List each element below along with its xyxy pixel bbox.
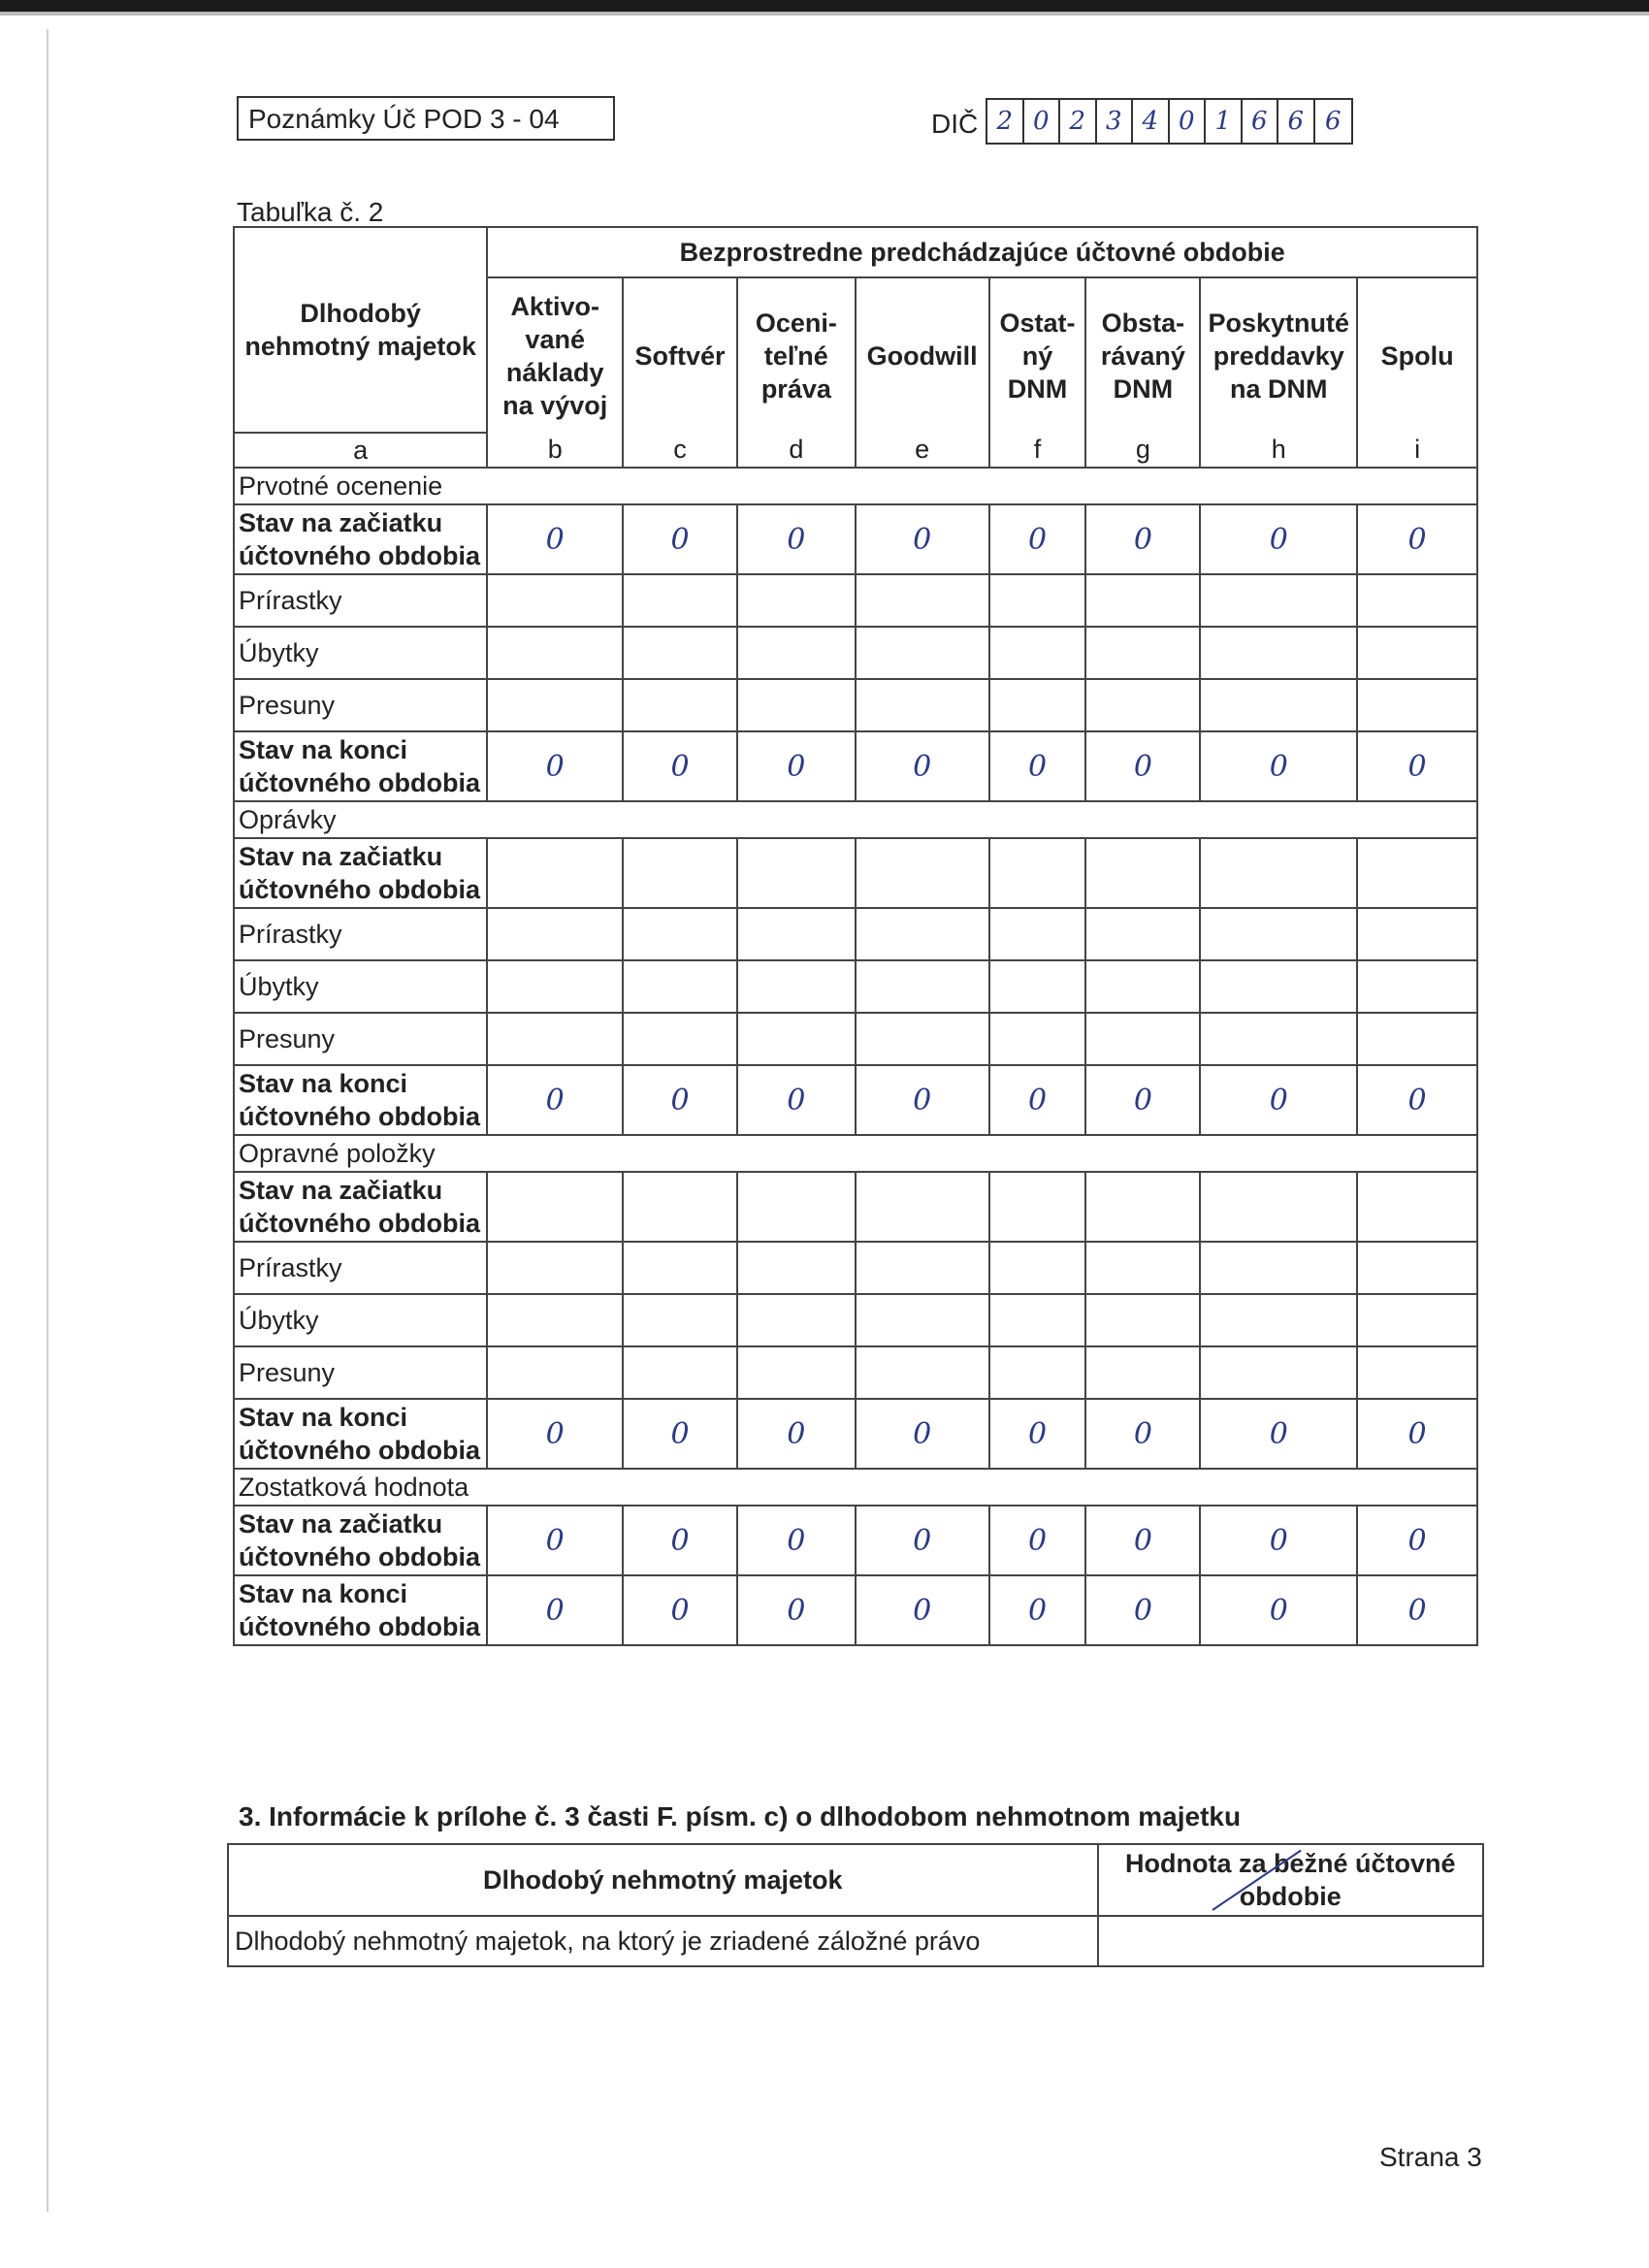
- value-cell: [989, 679, 1086, 731]
- value-cell: [737, 679, 856, 731]
- value-cell: [856, 1242, 989, 1294]
- value-cell: [1357, 1172, 1477, 1242]
- value-cell: [856, 627, 989, 679]
- section-title: Prvotné ocenenie: [234, 468, 1477, 504]
- value-cell: 0: [737, 731, 856, 801]
- value-cell: [989, 1242, 1086, 1294]
- value-cell: 0: [1357, 1506, 1477, 1575]
- value-cell: [1357, 838, 1477, 908]
- row-label: Stav na začiatku účtovného obdobia: [234, 1172, 487, 1242]
- value-cell: 0: [856, 1065, 989, 1135]
- row-label: Presuny: [234, 1346, 487, 1399]
- dic-digit: 4: [1133, 100, 1170, 143]
- column-header: Oceni- teľné práva: [737, 277, 856, 433]
- value-cell: [856, 574, 989, 627]
- row-label: Prírastky: [234, 908, 487, 960]
- value-cell: 0: [856, 504, 989, 574]
- value-cell: [989, 838, 1086, 908]
- value-cell: [487, 679, 623, 731]
- value-cell: [1200, 574, 1357, 627]
- value-cell: 0: [1357, 504, 1477, 574]
- value-cell: [623, 1172, 737, 1242]
- value-cell: [1200, 679, 1357, 731]
- table-row: [234, 908, 1477, 960]
- value-cell: 0: [737, 1399, 856, 1469]
- value-cell: [487, 960, 623, 1013]
- value-cell: 0: [1085, 731, 1200, 801]
- value-cell: 0: [989, 504, 1086, 574]
- value-cell: [623, 908, 737, 960]
- value-cell: [1357, 960, 1477, 1013]
- value-cell: 0: [487, 1065, 623, 1135]
- value-cell: [1085, 574, 1200, 627]
- row-label: Prírastky: [234, 574, 487, 627]
- column-letter: b: [487, 433, 623, 468]
- value-cell: [1085, 627, 1200, 679]
- dic-digit: 2: [987, 100, 1024, 143]
- value-cell: [1085, 960, 1200, 1013]
- dic-digit: 3: [1097, 100, 1134, 143]
- value-cell: [487, 1346, 623, 1399]
- value-cell: [989, 627, 1086, 679]
- pledge-col-right: Hodnota za bežné účtovné obdobie: [1098, 1844, 1483, 1916]
- column-letter: h: [1200, 433, 1357, 468]
- value-cell: [623, 1294, 737, 1346]
- value-cell: [623, 960, 737, 1013]
- value-cell: [856, 679, 989, 731]
- column-header: Softvér: [623, 277, 737, 433]
- value-cell: [487, 1242, 623, 1294]
- value-cell: [623, 838, 737, 908]
- column-header: Poskytnuté preddavky na DNM: [1200, 277, 1357, 433]
- value-cell: 0: [1085, 1065, 1200, 1135]
- value-cell: [623, 627, 737, 679]
- table-row: [234, 1399, 1477, 1469]
- dic-label: DIČ: [931, 109, 979, 139]
- section3-title: 3. Informácie k prílohe č. 3 časti F. písm. c) o dlhodobom nehmotnom majetku: [239, 1801, 1242, 1831]
- value-cell: [1085, 1294, 1200, 1346]
- value-cell: [1200, 1294, 1357, 1346]
- value-cell: 0: [1357, 731, 1477, 801]
- value-cell: [856, 1346, 989, 1399]
- value-cell: [1357, 1346, 1477, 1399]
- section-title: Zostatková hodnota: [234, 1469, 1477, 1506]
- value-cell: [1085, 1346, 1200, 1399]
- value-cell: [623, 679, 737, 731]
- value-cell: 0: [1200, 1399, 1357, 1469]
- value-cell: [1200, 1242, 1357, 1294]
- table-row: [234, 838, 1477, 908]
- value-cell: [737, 627, 856, 679]
- value-cell: [989, 1013, 1086, 1065]
- value-cell: [737, 1013, 856, 1065]
- column-letter: i: [1357, 433, 1477, 468]
- value-cell: [623, 1013, 737, 1065]
- first-col-header: Dlhodobý nehmotný majetok: [234, 227, 487, 433]
- value-cell: [1200, 627, 1357, 679]
- column-letter: f: [989, 433, 1086, 468]
- value-cell: [1200, 1346, 1357, 1399]
- value-cell: [1085, 679, 1200, 731]
- value-cell: [989, 574, 1086, 627]
- value-cell: [623, 1346, 737, 1399]
- value-cell: 0: [989, 1506, 1086, 1575]
- value-cell: [989, 1172, 1086, 1242]
- value-cell: [487, 838, 623, 908]
- table-row: [234, 1346, 1477, 1399]
- value-cell: [856, 1013, 989, 1065]
- dic-digit: 6: [1324, 107, 1342, 136]
- dic-digit: 6: [1243, 100, 1279, 143]
- table-label: Tabuľka č. 2: [237, 197, 384, 227]
- value-cell: 0: [1200, 1506, 1357, 1575]
- value-cell: 0: [623, 1506, 737, 1575]
- value-cell: [737, 574, 856, 627]
- value-cell: [989, 1346, 1086, 1399]
- pledge-table: [227, 1843, 1484, 1967]
- value-cell: [1200, 960, 1357, 1013]
- value-cell: [737, 960, 856, 1013]
- value-cell: [1200, 1013, 1357, 1065]
- scan-edge-left: [47, 29, 48, 2212]
- dic-digit: 1: [1206, 100, 1243, 143]
- table-row: [234, 1575, 1477, 1645]
- dic-digit: 0: [1170, 100, 1207, 143]
- value-cell: [737, 1346, 856, 1399]
- table-row: [234, 504, 1477, 574]
- value-cell: 0: [623, 504, 737, 574]
- row-label: Úbytky: [234, 1294, 487, 1346]
- value-cell: [1357, 1242, 1477, 1294]
- value-cell: 0: [989, 731, 1086, 801]
- value-cell: 0: [856, 1399, 989, 1469]
- row-label: Stav na konci účtovného obdobia: [234, 1575, 487, 1645]
- table-row: [234, 574, 1477, 627]
- value-cell: [1085, 1013, 1200, 1065]
- value-cell: [1357, 908, 1477, 960]
- dic-digit: 6: [1278, 100, 1315, 143]
- row-label: Prírastky: [234, 1242, 487, 1294]
- row-label: Stav na konci účtovného obdobia: [234, 1065, 487, 1135]
- column-letter: a: [234, 433, 487, 468]
- table-row: [234, 1242, 1477, 1294]
- pledge-col-left: Dlhodobý nehmotný majetok: [228, 1844, 1098, 1916]
- value-cell: [1357, 574, 1477, 627]
- row-label: Stav na začiatku účtovného obdobia: [234, 504, 487, 574]
- value-cell: [487, 1013, 623, 1065]
- value-cell: [1200, 1172, 1357, 1242]
- value-cell: [737, 1294, 856, 1346]
- value-cell: 0: [856, 1506, 989, 1575]
- value-cell: 0: [623, 1399, 737, 1469]
- table-row: [234, 731, 1477, 801]
- column-header: Ostat- ný DNM: [989, 277, 1086, 433]
- table-row: [234, 1013, 1477, 1065]
- value-cell: 0: [623, 1575, 737, 1645]
- row-label: Stav na konci účtovného obdobia: [234, 1399, 487, 1469]
- section-title: Oprávky: [234, 801, 1477, 838]
- value-cell: [989, 960, 1086, 1013]
- value-cell: 0: [989, 1575, 1086, 1645]
- column-letter: d: [737, 433, 856, 468]
- value-cell: 0: [1085, 504, 1200, 574]
- table-row: [234, 960, 1477, 1013]
- value-cell: 0: [1357, 1399, 1477, 1469]
- value-cell: [487, 1294, 623, 1346]
- table-row: [234, 1065, 1477, 1135]
- table-row: [234, 679, 1477, 731]
- form-title: Poznámky Úč POD 3 - 04: [237, 96, 615, 141]
- table-row: [234, 1506, 1477, 1575]
- value-cell: [487, 574, 623, 627]
- column-header: Spolu: [1357, 277, 1477, 433]
- table-row: [234, 627, 1477, 679]
- dic-digit: 0: [1024, 100, 1061, 143]
- value-cell: 0: [989, 1065, 1086, 1135]
- value-cell: 0: [989, 1399, 1086, 1469]
- value-cell: 0: [1085, 1506, 1200, 1575]
- column-header: Goodwill: [856, 277, 989, 433]
- value-cell: 0: [737, 1506, 856, 1575]
- row-label: Presuny: [234, 679, 487, 731]
- value-cell: 0: [1085, 1399, 1200, 1469]
- value-cell: [1357, 1013, 1477, 1065]
- value-cell: 0: [1200, 504, 1357, 574]
- value-cell: 0: [737, 1575, 856, 1645]
- value-cell: 0: [487, 731, 623, 801]
- pledge-row-label: Dlhodobý nehmotný majetok, na ktorý je zriadené záložné právo: [228, 1916, 1098, 1966]
- value-cell: [1357, 679, 1477, 731]
- value-cell: [1357, 1294, 1477, 1346]
- value-cell: 0: [1200, 1065, 1357, 1135]
- value-cell: [1085, 1172, 1200, 1242]
- value-cell: [623, 1242, 737, 1294]
- value-cell: [737, 1242, 856, 1294]
- column-letter: e: [856, 433, 989, 468]
- column-header: Aktivo- vané náklady na vývoj: [487, 277, 623, 433]
- value-cell: [1200, 908, 1357, 960]
- value-cell: [1085, 1242, 1200, 1294]
- value-cell: 0: [1200, 731, 1357, 801]
- value-cell: [856, 960, 989, 1013]
- value-cell: [1085, 908, 1200, 960]
- scan-edge-shadow: [0, 12, 1649, 16]
- value-cell: [1357, 627, 1477, 679]
- column-letter: g: [1085, 433, 1200, 468]
- row-label: Stav na začiatku účtovného obdobia: [234, 1506, 487, 1575]
- value-cell: 0: [623, 1065, 737, 1135]
- table-row: [234, 1294, 1477, 1346]
- row-label: Stav na začiatku účtovného obdobia: [234, 838, 487, 908]
- value-cell: 0: [737, 504, 856, 574]
- value-cell: [737, 838, 856, 908]
- value-cell: 0: [1200, 1575, 1357, 1645]
- dic-digit: 2: [1060, 100, 1097, 143]
- value-cell: 0: [487, 1399, 623, 1469]
- value-cell: [487, 627, 623, 679]
- row-label: Úbytky: [234, 627, 487, 679]
- value-cell: [856, 1172, 989, 1242]
- value-cell: 0: [1085, 1575, 1200, 1645]
- row-label: Presuny: [234, 1013, 487, 1065]
- value-cell: [623, 574, 737, 627]
- value-cell: [856, 908, 989, 960]
- column-header: Obsta- rávaný DNM: [1085, 277, 1200, 433]
- value-cell: 0: [737, 1065, 856, 1135]
- value-cell: [487, 908, 623, 960]
- scan-edge-top: [0, 0, 1649, 12]
- value-cell: [737, 1172, 856, 1242]
- value-cell: [856, 838, 989, 908]
- period-header: Bezprostredne predchádzajúce účtovné obdobie: [487, 227, 1477, 277]
- value-cell: [487, 1172, 623, 1242]
- value-cell: 0: [856, 1575, 989, 1645]
- value-cell: [737, 908, 856, 960]
- intangible-assets-table: [233, 226, 1478, 1646]
- table-row: [234, 1172, 1477, 1242]
- value-cell: [1200, 838, 1357, 908]
- section-title: Opravné položky: [234, 1135, 1477, 1172]
- value-cell: [856, 1294, 989, 1346]
- value-cell: [989, 908, 1086, 960]
- value-cell: [989, 1294, 1086, 1346]
- value-cell: 0: [1357, 1065, 1477, 1135]
- value-cell: 0: [623, 731, 737, 801]
- pledge-value-cell: [1098, 1916, 1483, 1966]
- value-cell: 0: [856, 731, 989, 801]
- value-cell: 0: [487, 504, 623, 574]
- value-cell: 0: [487, 1575, 623, 1645]
- page-number: Strana 3: [1379, 2142, 1482, 2172]
- dic-field: [986, 98, 1353, 145]
- value-cell: [1085, 838, 1200, 908]
- row-label: Úbytky: [234, 960, 487, 1013]
- value-cell: 0: [1357, 1575, 1477, 1645]
- value-cell: 0: [487, 1506, 623, 1575]
- row-label: Stav na konci účtovného obdobia: [234, 731, 487, 801]
- column-letter: c: [623, 433, 737, 468]
